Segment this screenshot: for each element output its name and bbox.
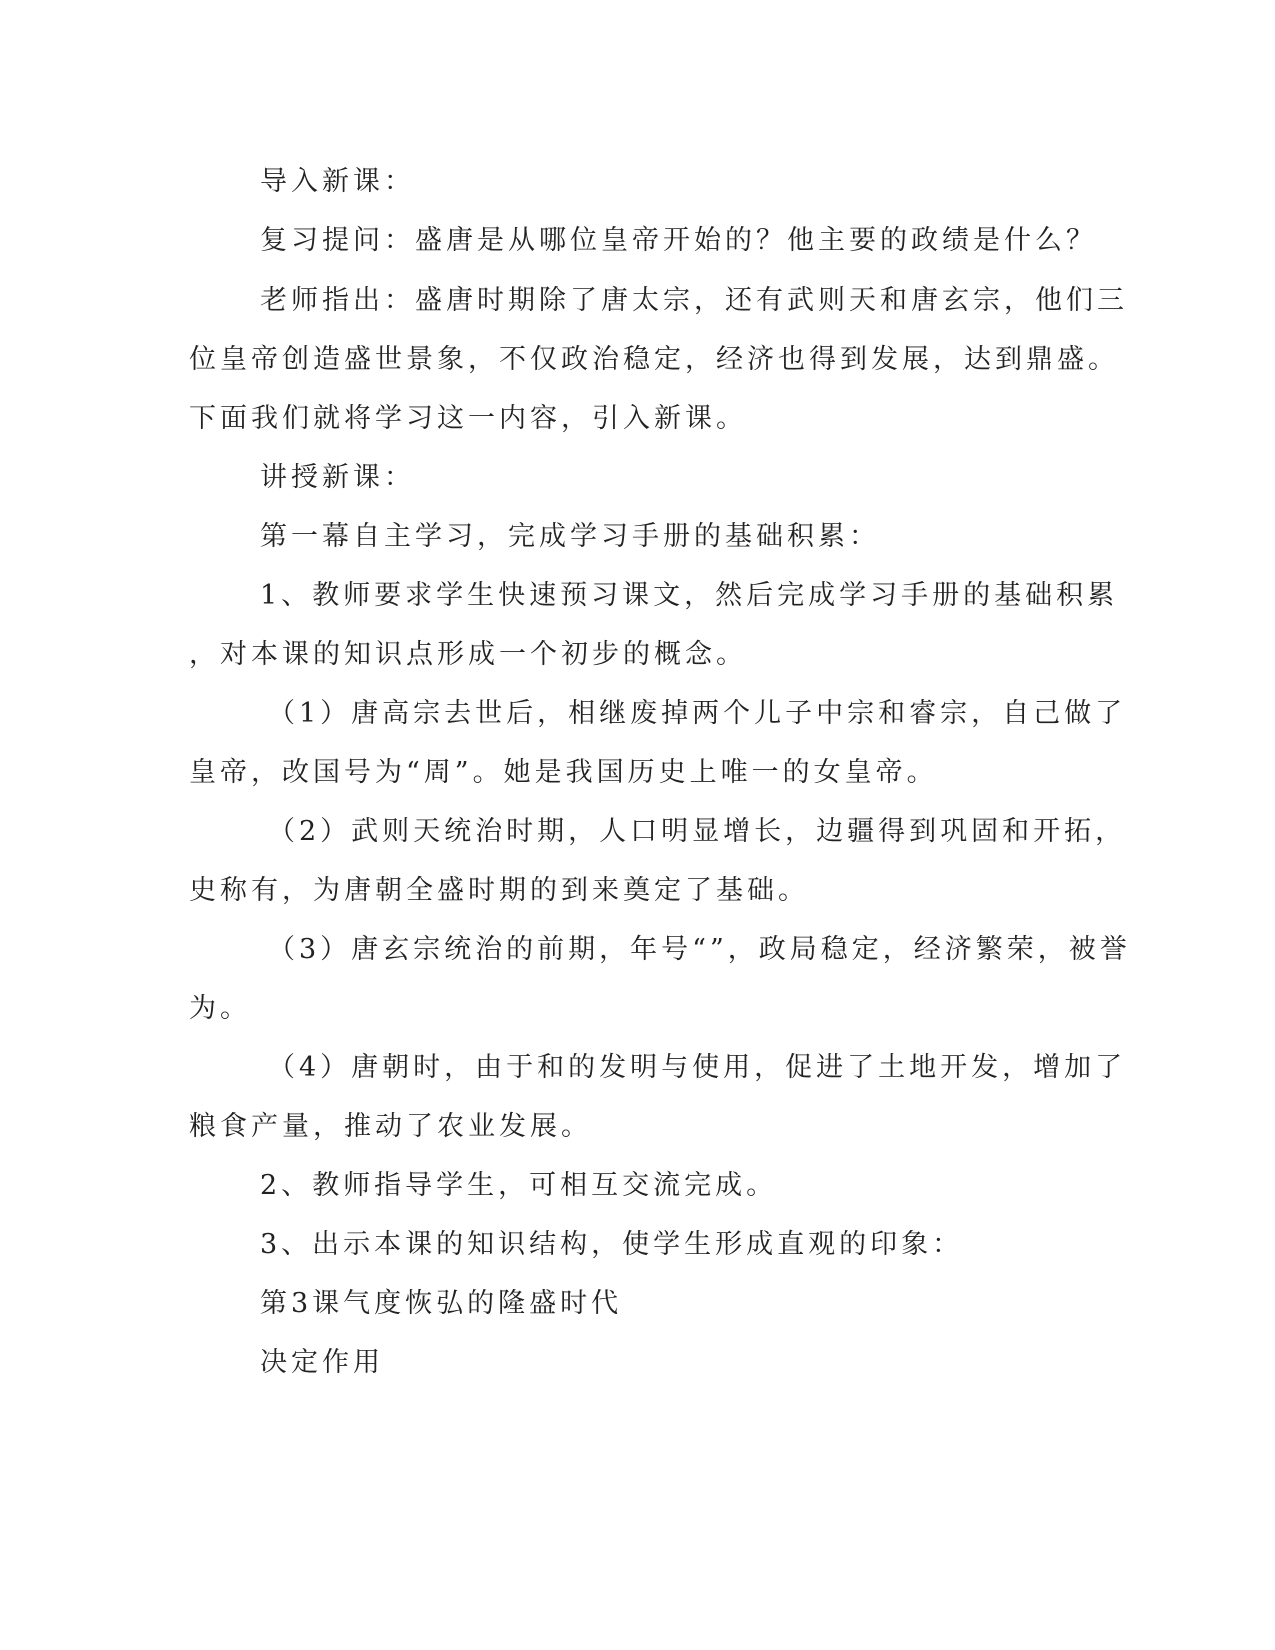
item-1-line-1: （1）唐高宗去世后，相继废掉两个儿子中宗和睿宗，自己做了 — [268, 698, 1127, 729]
act-one-title: 第一幕自主学习，完成学习手册的基础积累： — [260, 521, 880, 552]
step-1-line-2: ，对本课的知识点形成一个初步的概念。 — [189, 639, 747, 670]
heading-teaching: 讲授新课： — [260, 462, 415, 493]
item-4-line-2: 粮食产量，推动了农业发展。 — [189, 1111, 592, 1142]
step-2: 2、教师指导学生，可相互交流完成。 — [260, 1170, 778, 1201]
teacher-note-line-2: 位皇帝创造盛世景象，不仅政治稳定，经济也得到发展，达到鼎盛。 — [189, 344, 1119, 375]
item-3-line-1: （3）唐玄宗统治的前期，年号“”，政局稳定，经济繁荣，被誉 — [268, 934, 1131, 965]
item-2-line-2: 史称有，为唐朝全盛时期的到来奠定了基础。 — [189, 875, 809, 906]
step-1-line-1: 1、教师要求学生快速预习课文，然后完成学习手册的基础积累 — [260, 580, 1119, 611]
review-question: 复习提问：盛唐是从哪位皇帝开始的？他主要的政绩是什么？ — [260, 225, 1097, 256]
item-2-line-1: （2）武则天统治时期，人口明显增长，边疆得到巩固和开拓， — [268, 816, 1127, 847]
heading-intro: 导入新课： — [260, 166, 415, 197]
teacher-note-line-1: 老师指出：盛唐时期除了唐太宗，还有武则天和唐玄宗，他们三 — [260, 285, 1128, 316]
item-4-line-1: （4）唐朝时，由于和的发明与使用，促进了土地开发，增加了 — [268, 1052, 1127, 1083]
step-3: 3、出示本课的知识结构，使学生形成直观的印象： — [260, 1229, 964, 1260]
structure-label: 决定作用 — [260, 1347, 384, 1378]
lesson-title: 第3课气度恢弘的隆盛时代 — [260, 1288, 623, 1319]
item-3-line-2: 为。 — [189, 993, 251, 1024]
item-1-line-2: 皇帝，改国号为“周”。她是我国历史上唯一的女皇帝。 — [189, 757, 938, 788]
teacher-note-line-3: 下面我们就将学习这一内容，引入新课。 — [189, 403, 747, 434]
